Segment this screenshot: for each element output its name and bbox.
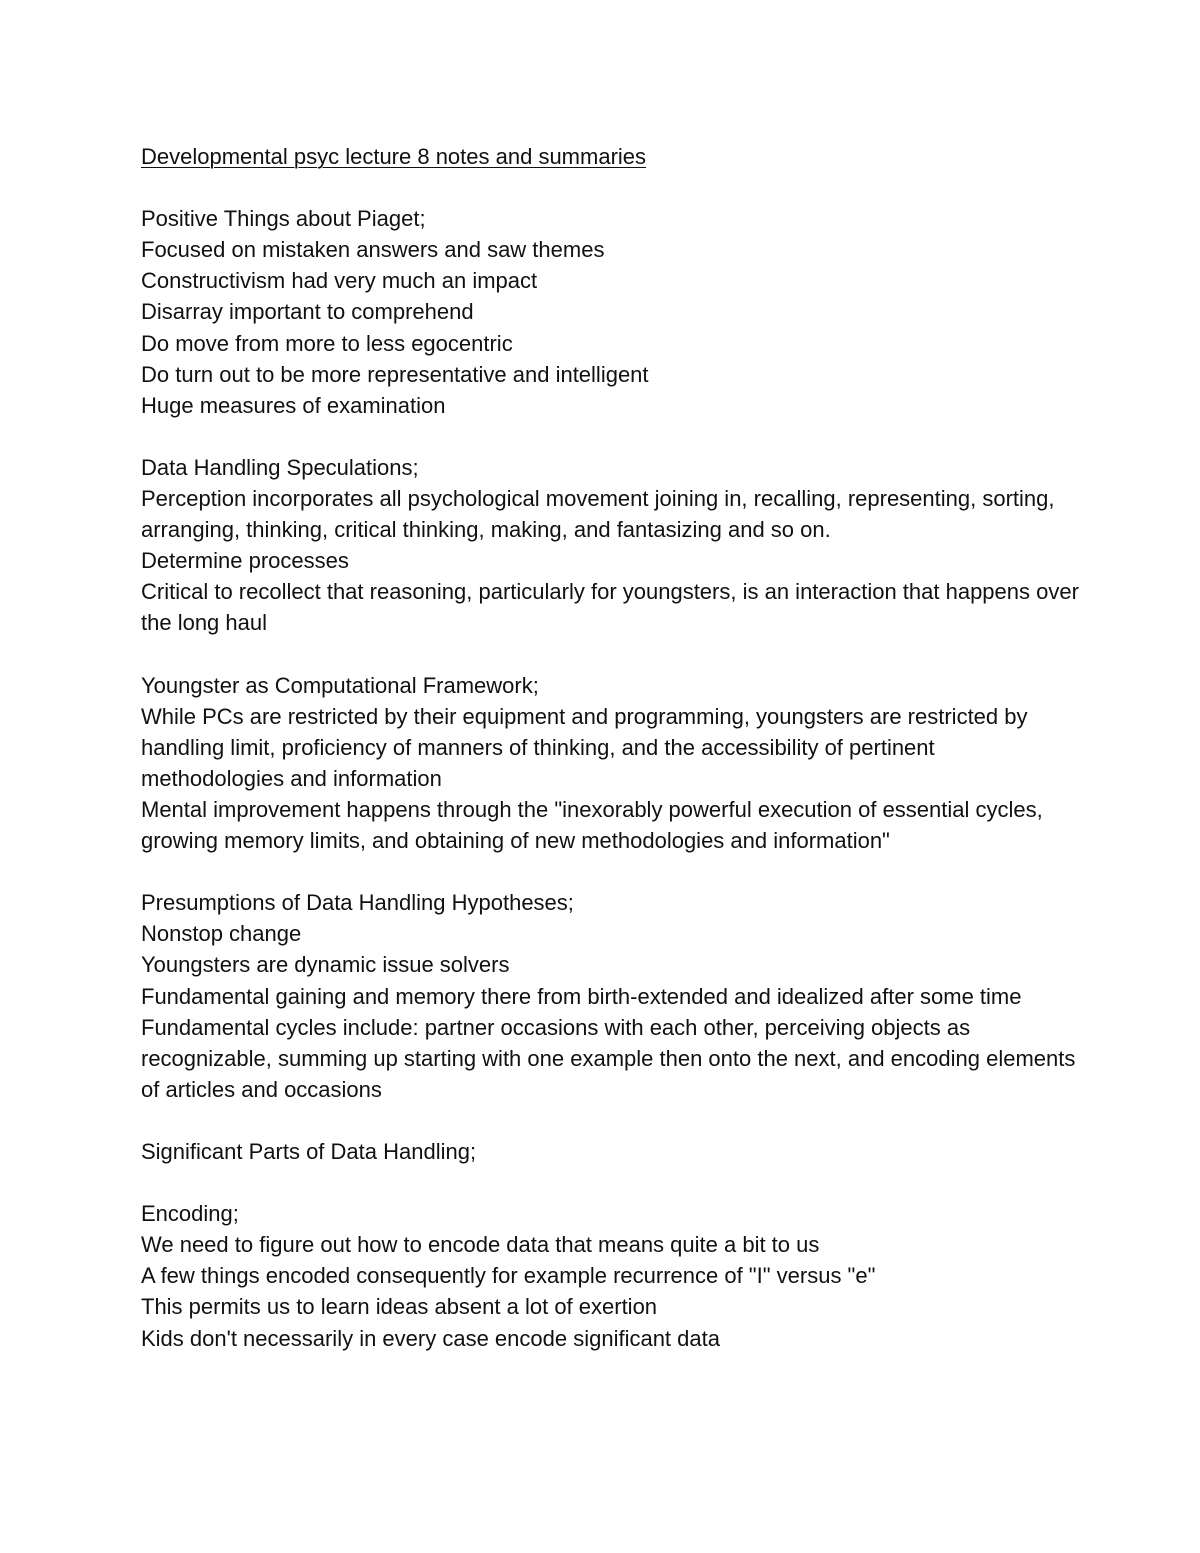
note-line: Nonstop change bbox=[141, 921, 302, 947]
section-positive-piaget bbox=[141, 203, 1081, 421]
note-line: Mental improvement happens through the "inexorably powerful execution of essential cycles, growing memory limits, and obtaining of new methodologies and information" bbox=[141, 796, 1043, 854]
note-line: Focused on mistaken answers and saw themes bbox=[141, 237, 605, 263]
spacer bbox=[141, 856, 1081, 887]
note-line: Perception incorporates all psychological movement joining in, recalling, representing, sorting, arranging, thinking, critical thinking, making, and fantasizing and so on. bbox=[141, 486, 1055, 543]
note-line: While PCs are restricted by their equipment and programming, youngsters are restricted by handling limit, proficiency of manners of thinking, and the accessibility of pertinent methodologies and information bbox=[141, 703, 1028, 791]
section-encoding bbox=[141, 1198, 1081, 1353]
note-line: Huge measures of examination bbox=[141, 392, 446, 418]
section-heading: Data Handling Speculations; bbox=[141, 454, 419, 480]
spacer bbox=[141, 421, 1081, 452]
note-line: Critical to recollect that reasoning, particularly for youngsters, is an interaction that happens over the long haul bbox=[141, 579, 1079, 636]
spacer bbox=[141, 172, 1081, 203]
note-line: This permits us to learn ideas absent a lot of exertion bbox=[141, 1294, 658, 1320]
document-title: Developmental psyc lecture 8 notes and summaries bbox=[141, 144, 647, 169]
section-significant-parts bbox=[141, 1136, 1081, 1167]
spacer bbox=[141, 1105, 1081, 1136]
spacer bbox=[141, 1167, 1081, 1198]
note-line: We need to figure out how to encode data that means quite a bit to us bbox=[141, 1232, 820, 1258]
note-line: Youngsters are dynamic issue solvers bbox=[141, 952, 510, 978]
section-data-handling-speculations bbox=[141, 452, 1081, 639]
note-line: Do move from more to less egocentric bbox=[141, 330, 513, 356]
section-presumptions bbox=[141, 887, 1081, 1105]
note-line: Fundamental gaining and memory there from birth-extended and idealized after some time bbox=[141, 983, 1022, 1009]
note-line: Kids don't necessarily in every case encode significant data bbox=[141, 1325, 720, 1351]
note-line: Do turn out to be more representative and intelligent bbox=[141, 361, 649, 387]
section-heading: Presumptions of Data Handling Hypotheses; bbox=[141, 890, 574, 916]
section-heading: Positive Things about Piaget; bbox=[141, 206, 426, 232]
note-line: A few things encoded consequently for example recurrence of "I" versus "e" bbox=[141, 1263, 876, 1289]
section-heading: Youngster as Computational Framework; bbox=[141, 672, 539, 698]
section-computational-framework bbox=[141, 670, 1081, 857]
section-heading: Significant Parts of Data Handling; bbox=[141, 1139, 477, 1164]
note-line: Disarray important to comprehend bbox=[141, 299, 474, 325]
section-heading: Encoding; bbox=[141, 1201, 239, 1227]
spacer bbox=[141, 639, 1081, 670]
note-line: Constructivism had very much an impact bbox=[141, 268, 538, 294]
note-line: Determine processes bbox=[141, 548, 349, 574]
document-page bbox=[141, 141, 1081, 1354]
note-line: Fundamental cycles include: partner occasions with each other, perceiving objects as recognizable, summing up starting with one example then onto the next, and encoding elements of articles and occasions bbox=[141, 1014, 1076, 1102]
